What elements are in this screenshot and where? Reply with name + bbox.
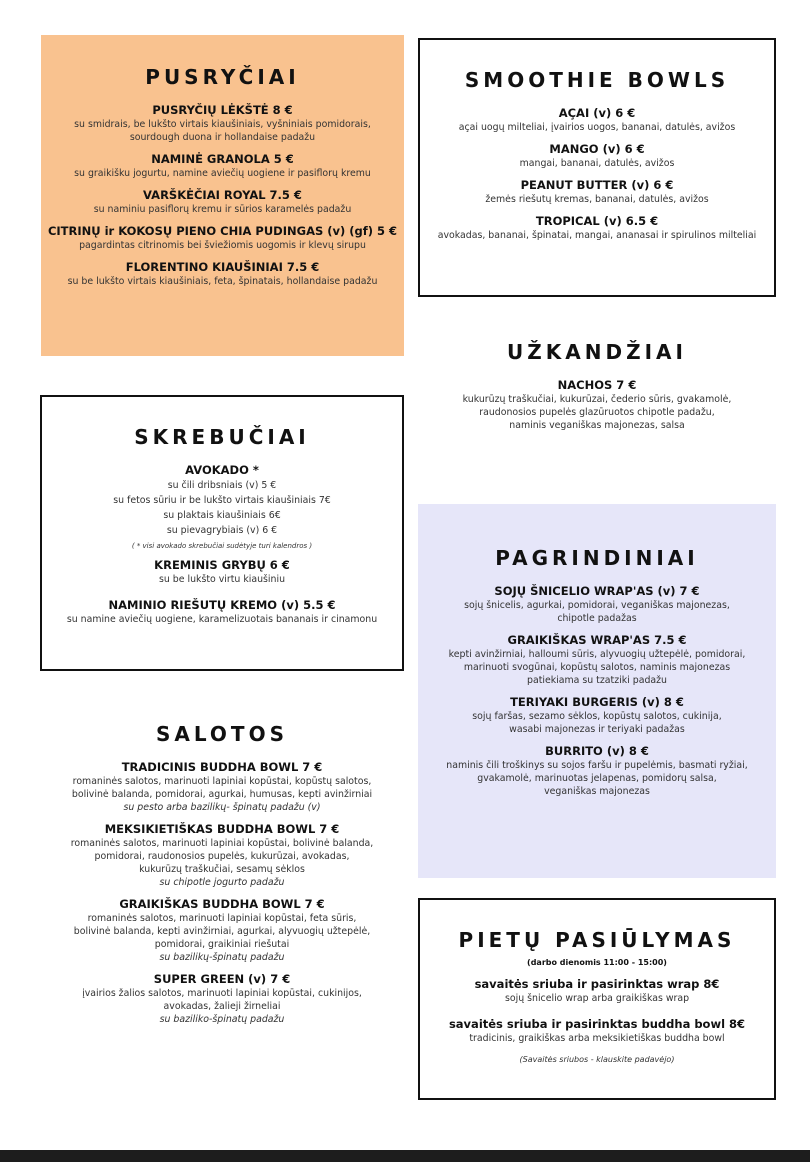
menu-item-name: SOJŲ ŠNICELIO WRAP'AS (v) 7 € [494, 584, 700, 598]
menu-item-desc: patiekiama su tzatziki padažu [527, 675, 667, 686]
menu-item-desc: naminis veganiškas majonezas, salsa [509, 420, 685, 431]
menu-item [420, 178, 774, 206]
menu-item-sauce: su pesto arba bazilikų- špinatų padažu (v) [123, 802, 321, 813]
menu-item-desc: tradicinis, graikiškas arba meksikietiškas buddha bowl [469, 1033, 725, 1044]
menu-item-desc: pomidorai, raudonosios pupelės, kukurūzai, avokadas, [94, 851, 350, 862]
breakfast-section [41, 35, 404, 356]
mains-section [418, 504, 776, 878]
menu-item-desc: su be lukšto virtais kiaušiniais, feta, špinatais, hollandaise padažu [67, 276, 378, 287]
salads-section [40, 722, 404, 1092]
menu-item [42, 558, 402, 586]
menu-item [41, 103, 404, 144]
menu-item-desc: įvairios žalios salotos, marinuoti lapiniai kopūstai, cukinijos, [82, 988, 362, 999]
menu-item-name: VARŠKĖČIAI ROYAL 7.5 € [143, 188, 302, 202]
menu-item-sauce: su chipotle jogurto padažu [159, 877, 285, 888]
menu-item-name: KREMINIS GRYBŲ 6 € [154, 558, 290, 572]
menu-item-desc: pomidorai, graikiniai riešutai [154, 939, 290, 950]
menu-item [42, 598, 402, 626]
menu-item-desc: kepti avinžirniai, halloumi sūris, alyvuogių užtepėlė, pomidorai, [448, 649, 746, 660]
menu-item-desc: sojų šnicelis, agurkai, pomidorai, veganiškas majonezas, [464, 600, 730, 611]
menu-option: su pievagrybiais (v) 6 € [166, 525, 278, 536]
menu-item-desc: romaninės salotos, marinuoti lapiniai kopūstai, kopūstų salotos, [72, 776, 372, 787]
footer-bar [0, 1150, 810, 1162]
menu-item-desc: kukurūzų traškučiai, sesamų sėklos [139, 864, 305, 875]
menu-item [420, 142, 774, 170]
menu-item [40, 972, 404, 1026]
menu-item [41, 260, 404, 288]
menu-item-desc: avokadas, žalieji žirneliai [163, 1001, 281, 1012]
footnote: (Savaitės sriubos - klauskite padavėjo) [519, 1055, 675, 1064]
menu-item-desc: avokadas, bananai, špinatai, mangai, ananasai ir spirulinos milteliai [437, 230, 757, 241]
menu-item-name: AÇAI (v) 6 € [558, 106, 636, 120]
section-title: UŽKANDŽIAI [507, 340, 687, 364]
menu-item-name: NAMINĖ GRANOLA 5 € [151, 152, 294, 166]
lunch-offer-section [418, 898, 776, 1100]
menu-option: su fetos sūriu ir be lukšto virtais kiaušiniais 7€ [113, 495, 331, 506]
menu-item [418, 744, 776, 798]
menu-item [40, 897, 404, 964]
section-subtitle: (darbo dienomis 11:00 - 15:00) [527, 958, 667, 967]
menu-item [41, 152, 404, 180]
menu-item-name: CITRINŲ ir KOKOSŲ PIENO CHIA PUDINGAS (v) (gf) 5 € [47, 224, 398, 238]
menu-item-name: BURRITO (v) 8 € [545, 744, 649, 758]
menu-item [40, 822, 404, 889]
section-title: SKREBUČIAI [134, 425, 310, 449]
menu-item-name: PEANUT BUTTER (v) 6 € [520, 178, 674, 192]
menu-item-name: MEKSIKIETIŠKAS BUDDHA BOWL 7 € [104, 822, 340, 836]
section-title: PIETŲ PASIŪLYMAS [458, 928, 736, 952]
menu-item-desc: marinuoti svogūnai, kopūstų salotos, naminis majonezas [463, 662, 731, 673]
menu-item-desc: gvakamolė, marinuotas jelapenas, pomidorų salsa, [477, 773, 717, 784]
menu-option: su plaktais kiaušiniais 6€ [163, 510, 281, 521]
menu-item-desc: su be lukšto virtu kiaušiniu [158, 574, 286, 585]
menu-item-sauce: su bazilikų-špinatų padažu [159, 952, 285, 963]
menu-item-desc: kukurūzų traškučiai, kukurūzai, čederio sūris, gvakamolė, [462, 394, 732, 405]
menu-item-desc: naminis čili troškinys su sojos faršu ir pupelėmis, basmati ryžiai, [446, 760, 748, 771]
menu-item [41, 224, 404, 252]
menu-item-desc: sojų šnicelio wrap arba graikiškas wrap [504, 993, 690, 1004]
menu-item-desc: veganiškas majonezas [544, 786, 650, 797]
section-title: PUSRYČIAI [145, 65, 300, 89]
section-title: SALOTOS [156, 722, 288, 746]
menu-item [418, 695, 776, 736]
menu-item-name: SUPER GREEN (v) 7 € [153, 972, 291, 986]
menu-item-name: NACHOS 7 € [557, 378, 637, 392]
toast-section [40, 395, 404, 671]
menu-item-sauce: su baziliko-špinatų padažu [159, 1014, 285, 1025]
menu-item [420, 977, 774, 1005]
menu-item-desc: bolivinė balanda, pomidorai, agurkai, humusas, kepti avinžirniai [71, 789, 373, 800]
menu-item-desc: sourdough duona ir hollandaise padažu [129, 132, 316, 143]
menu-item-name: PUSRYČIŲ LĖKŠTĖ 8 € [152, 103, 293, 117]
menu-item-desc: su graikišku jogurtu, namine aviečių uogiene ir pasiflorų kremu [74, 168, 371, 179]
menu-item [418, 584, 776, 625]
menu-item [41, 188, 404, 216]
section-title: SMOOTHIE BOWLS [464, 68, 730, 92]
menu-item-desc: bolivinė balanda, kepti avinžirniai, agurkai, alyvuogių užtepėlė, [73, 926, 371, 937]
menu-item-desc: pagardintas citrinomis bei šviežiomis uogomis ir klevų sirupu [79, 240, 366, 251]
menu-item-name: NAMINIO RIEŠUTŲ KREMO (v) 5.5 € [108, 598, 336, 612]
menu-option: su čili dribsniais (v) 5 € [167, 480, 277, 491]
menu-item-desc: wasabi majonezas ir teriyaki padažas [509, 724, 685, 735]
menu-item [420, 1017, 774, 1045]
menu-item-desc: žemės riešutų kremas, bananai, datulės, avižos [485, 194, 709, 205]
menu-item-name: savaitės sriuba ir pasirinktas wrap 8€ [474, 977, 720, 991]
smoothie-section [418, 38, 776, 297]
menu-item-desc: chipotle padažas [557, 613, 637, 624]
menu-item-name: TROPICAL (v) 6.5 € [535, 214, 659, 228]
menu-item-name: GRAIKIŠKAS BUDDHA BOWL 7 € [119, 897, 325, 911]
menu-item-desc: romaninės salotos, marinuoti lapiniai kopūstai, bolivinė balanda, [70, 838, 374, 849]
menu-item-name: MANGO (v) 6 € [549, 142, 645, 156]
menu-item-name: TERIYAKI BURGERIS (v) 8 € [510, 695, 684, 709]
menu-item-desc: açai uogų milteliai, įvairios uogos, bananai, datulės, avižos [458, 122, 736, 133]
menu-item-desc: sojų faršas, sezamo sėklos, kopūstų salotos, cukinija, [472, 711, 722, 722]
menu-item-name: savaitės sriuba ir pasirinktas buddha bowl 8€ [448, 1017, 746, 1031]
menu-item-desc: romaninės salotos, marinuoti lapiniai kopūstai, feta sūris, [87, 913, 357, 924]
menu-item-desc: raudonosios pupelės glazūruotos chipotle padažu, [479, 407, 715, 418]
menu-item-name: TRADICINIS BUDDHA BOWL 7 € [121, 760, 323, 774]
menu-item [420, 106, 774, 134]
section-title: PAGRINDINIAI [495, 546, 699, 570]
menu-item [418, 633, 776, 687]
menu-item [418, 378, 776, 432]
menu-item-desc: mangai, bananai, datulės, avižos [519, 158, 675, 169]
footnote: ( * visi avokado skrebučiai sudėtyje turi kalendros ) [131, 542, 313, 550]
snacks-section [418, 340, 776, 450]
menu-item [420, 214, 774, 242]
menu-item-desc: su smidrais, be lukšto virtais kiaušiniais, vyšniniais pomidorais, [74, 119, 371, 130]
menu-item-desc: su namine aviečių uogiene, karamelizuotais bananais ir cinamonu [66, 614, 378, 625]
menu-item-name: GRAIKIŠKAS WRAP'AS 7.5 € [507, 633, 687, 647]
menu-item-name: AVOKADO * [185, 463, 259, 477]
menu-item-name: FLORENTINO KIAUŠINIAI 7.5 € [125, 260, 320, 274]
menu-item [40, 760, 404, 814]
menu-item-desc: su naminiu pasiflorų kremu ir sūrios karamelės padažu [93, 204, 352, 215]
